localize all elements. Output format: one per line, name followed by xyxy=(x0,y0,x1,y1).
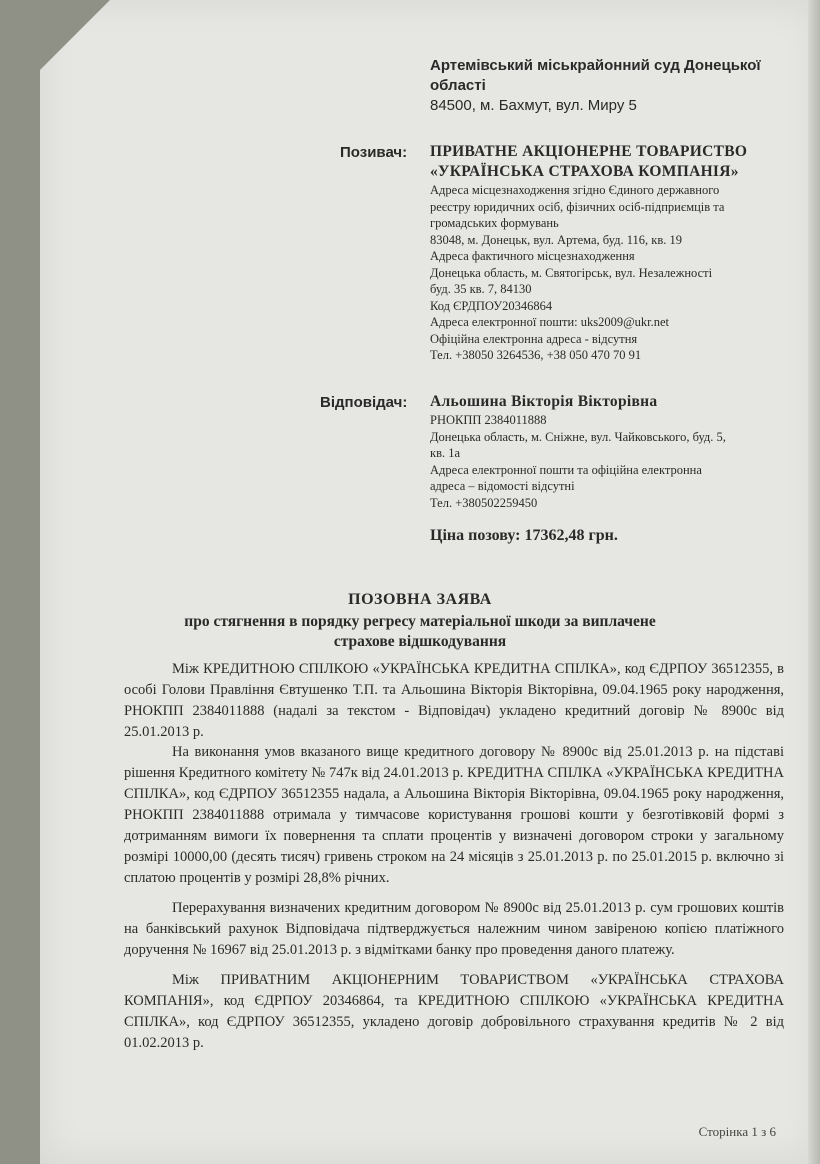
court-address-block xyxy=(430,56,790,116)
defendant-detail-line: РНОКПП 2384011888 xyxy=(430,413,547,427)
document-title: ПОЗОВНА ЗАЯВА xyxy=(348,591,492,608)
plaintiff-detail-line: Офіційна електронна адреса - відсутня xyxy=(430,331,638,346)
defendant-detail-line: Адреса електронної пошти та офіційна електронна xyxy=(430,462,702,477)
plaintiff-phone-line: Тел. +38050 3264536, +38 050 470 70 91 xyxy=(430,348,642,362)
stacked-pages-edge xyxy=(808,0,820,1164)
plaintiff-detail-line: реєстру юридичних осіб, фізичних осіб-підприємців та xyxy=(430,199,725,214)
defendant-label: Відповідач: xyxy=(320,394,408,411)
body-paragraph: Перерахування визначених кредитним договором № 8900с від 25.01.2013 р. сум грошових коштів на банківський рахунок Відповідача підтверджується належним чином завіреною копією платіжного доручення № 16967 від 25.01.2013 р. з відмітками банку про проведення даного платежу. xyxy=(124,900,784,958)
claim-price: Ціна позову: 17362,48 грн. xyxy=(430,527,618,544)
court-address: 84500, м. Бахмут, вул. Миру 5 xyxy=(430,97,637,114)
plaintiff-detail-line: 83048, м. Донецьк, вул. Артема, буд. 116, кв. 19 xyxy=(430,232,683,247)
page-number: Сторінка 1 з 6 xyxy=(698,1124,776,1139)
defendant-detail-line: адреса – відомості відсутні xyxy=(430,479,575,493)
defendant-detail-line: кв. 1а xyxy=(430,446,461,460)
plaintiff-detail-line: громадських формувань xyxy=(430,216,559,230)
page-corner-fold xyxy=(40,0,110,70)
plaintiff-email-line: Адреса електронної пошти: uks2009@ukr.net xyxy=(430,315,670,329)
plaintiff-detail-line: Адреса місцезнаходження згідно Єдиного державного xyxy=(430,183,720,197)
plaintiff-label: Позивач: xyxy=(340,144,408,161)
plaintiff-name-line2: «УКРАЇНСЬКА СТРАХОВА КОМПАНІЯ» xyxy=(430,163,739,180)
plaintiff-detail-line: Адреса фактичного місцезнаходження xyxy=(430,249,635,263)
plaintiff-block xyxy=(430,142,790,364)
defendant-name: Альошина Вікторія Вікторівна xyxy=(430,393,658,410)
court-name: Артемівський міськрайонний суд Донецької області xyxy=(430,57,761,94)
defendant-phone-line: Тел. +380502259450 xyxy=(430,495,538,510)
defendant-detail-line: Донецька область, м. Сніжне, вул. Чайковського, буд. 5, xyxy=(430,429,726,444)
plaintiff-detail-line: Донецька область, м. Святогірськ, вул. Незалежності xyxy=(430,265,713,280)
body-paragraph: Між ПРИВАТНИМ АКЦІОНЕРНИМ ТОВАРИСТВОМ «УКРАЇНСЬКА СТРАХОВА КОМПАНІЯ», код ЄДРПОУ 20346864, та КРЕДИТНОЮ СПІЛКОЮ «УКРАЇНСЬКА КРЕДИТНА СПІЛКА», код ЄДРПОУ 36512355, укладено договір добровільного страхування кредитів № 2 від 01.02.2013 р. xyxy=(124,972,784,1051)
defendant-block xyxy=(430,392,790,511)
plaintiff-name-line1: ПРИВАТНЕ АКЦІОНЕРНЕ ТОВАРИСТВО xyxy=(430,143,748,160)
body-paragraph: На виконання умов вказаного вище кредитного договору № 8900с від 25.01.2013 р. на підставі рішення Кредитного комітету № 747к від 24.01.2013 р. КРЕДИТНА СПІЛКА «УКРАЇНСЬКА КРЕДИТНА СПІЛКА», код ЄДРПОУ 36512355 надала, а Альошина Вікторія Вікторівна, 09.04.1965 року народження, РНОКПП 2384011888 отримала у тимчасове користування грошові кошти у безготівковій формі з дотриманням вимоги їх повернення та сплати процентів у визначені договором строки у загальному розмірі 10000,00 (десять тисяч) гривень строком на 24 місяців з 25.01.2013 р. по 25.01.2015 р. включно зі сплатою процентів у розмірі 28,8% річних. xyxy=(124,744,784,886)
document-subtitle: про стягнення в порядку регресу матеріальної шкоди за виплачене страхове відшкодування xyxy=(184,613,656,650)
body-paragraph: Між КРЕДИТНОЮ СПІЛКОЮ «УКРАЇНСЬКА КРЕДИТНА СПІЛКА», код ЄДРПОУ 36512355, в особі Голови Правління Євтушенко Т.П. та Альошина Вікторія Вікторівна, 09.04.1965 року народження, РНОКПП 2384011888 (надалі за текстом - Відповідач) укладено кредитний договір № 8900с від 25.01.2013 р. xyxy=(124,661,784,740)
plaintiff-detail-line: буд. 35 кв. 7, 84130 xyxy=(430,282,532,296)
plaintiff-detail-line: Код ЄРДПОУ20346864 xyxy=(430,298,553,313)
